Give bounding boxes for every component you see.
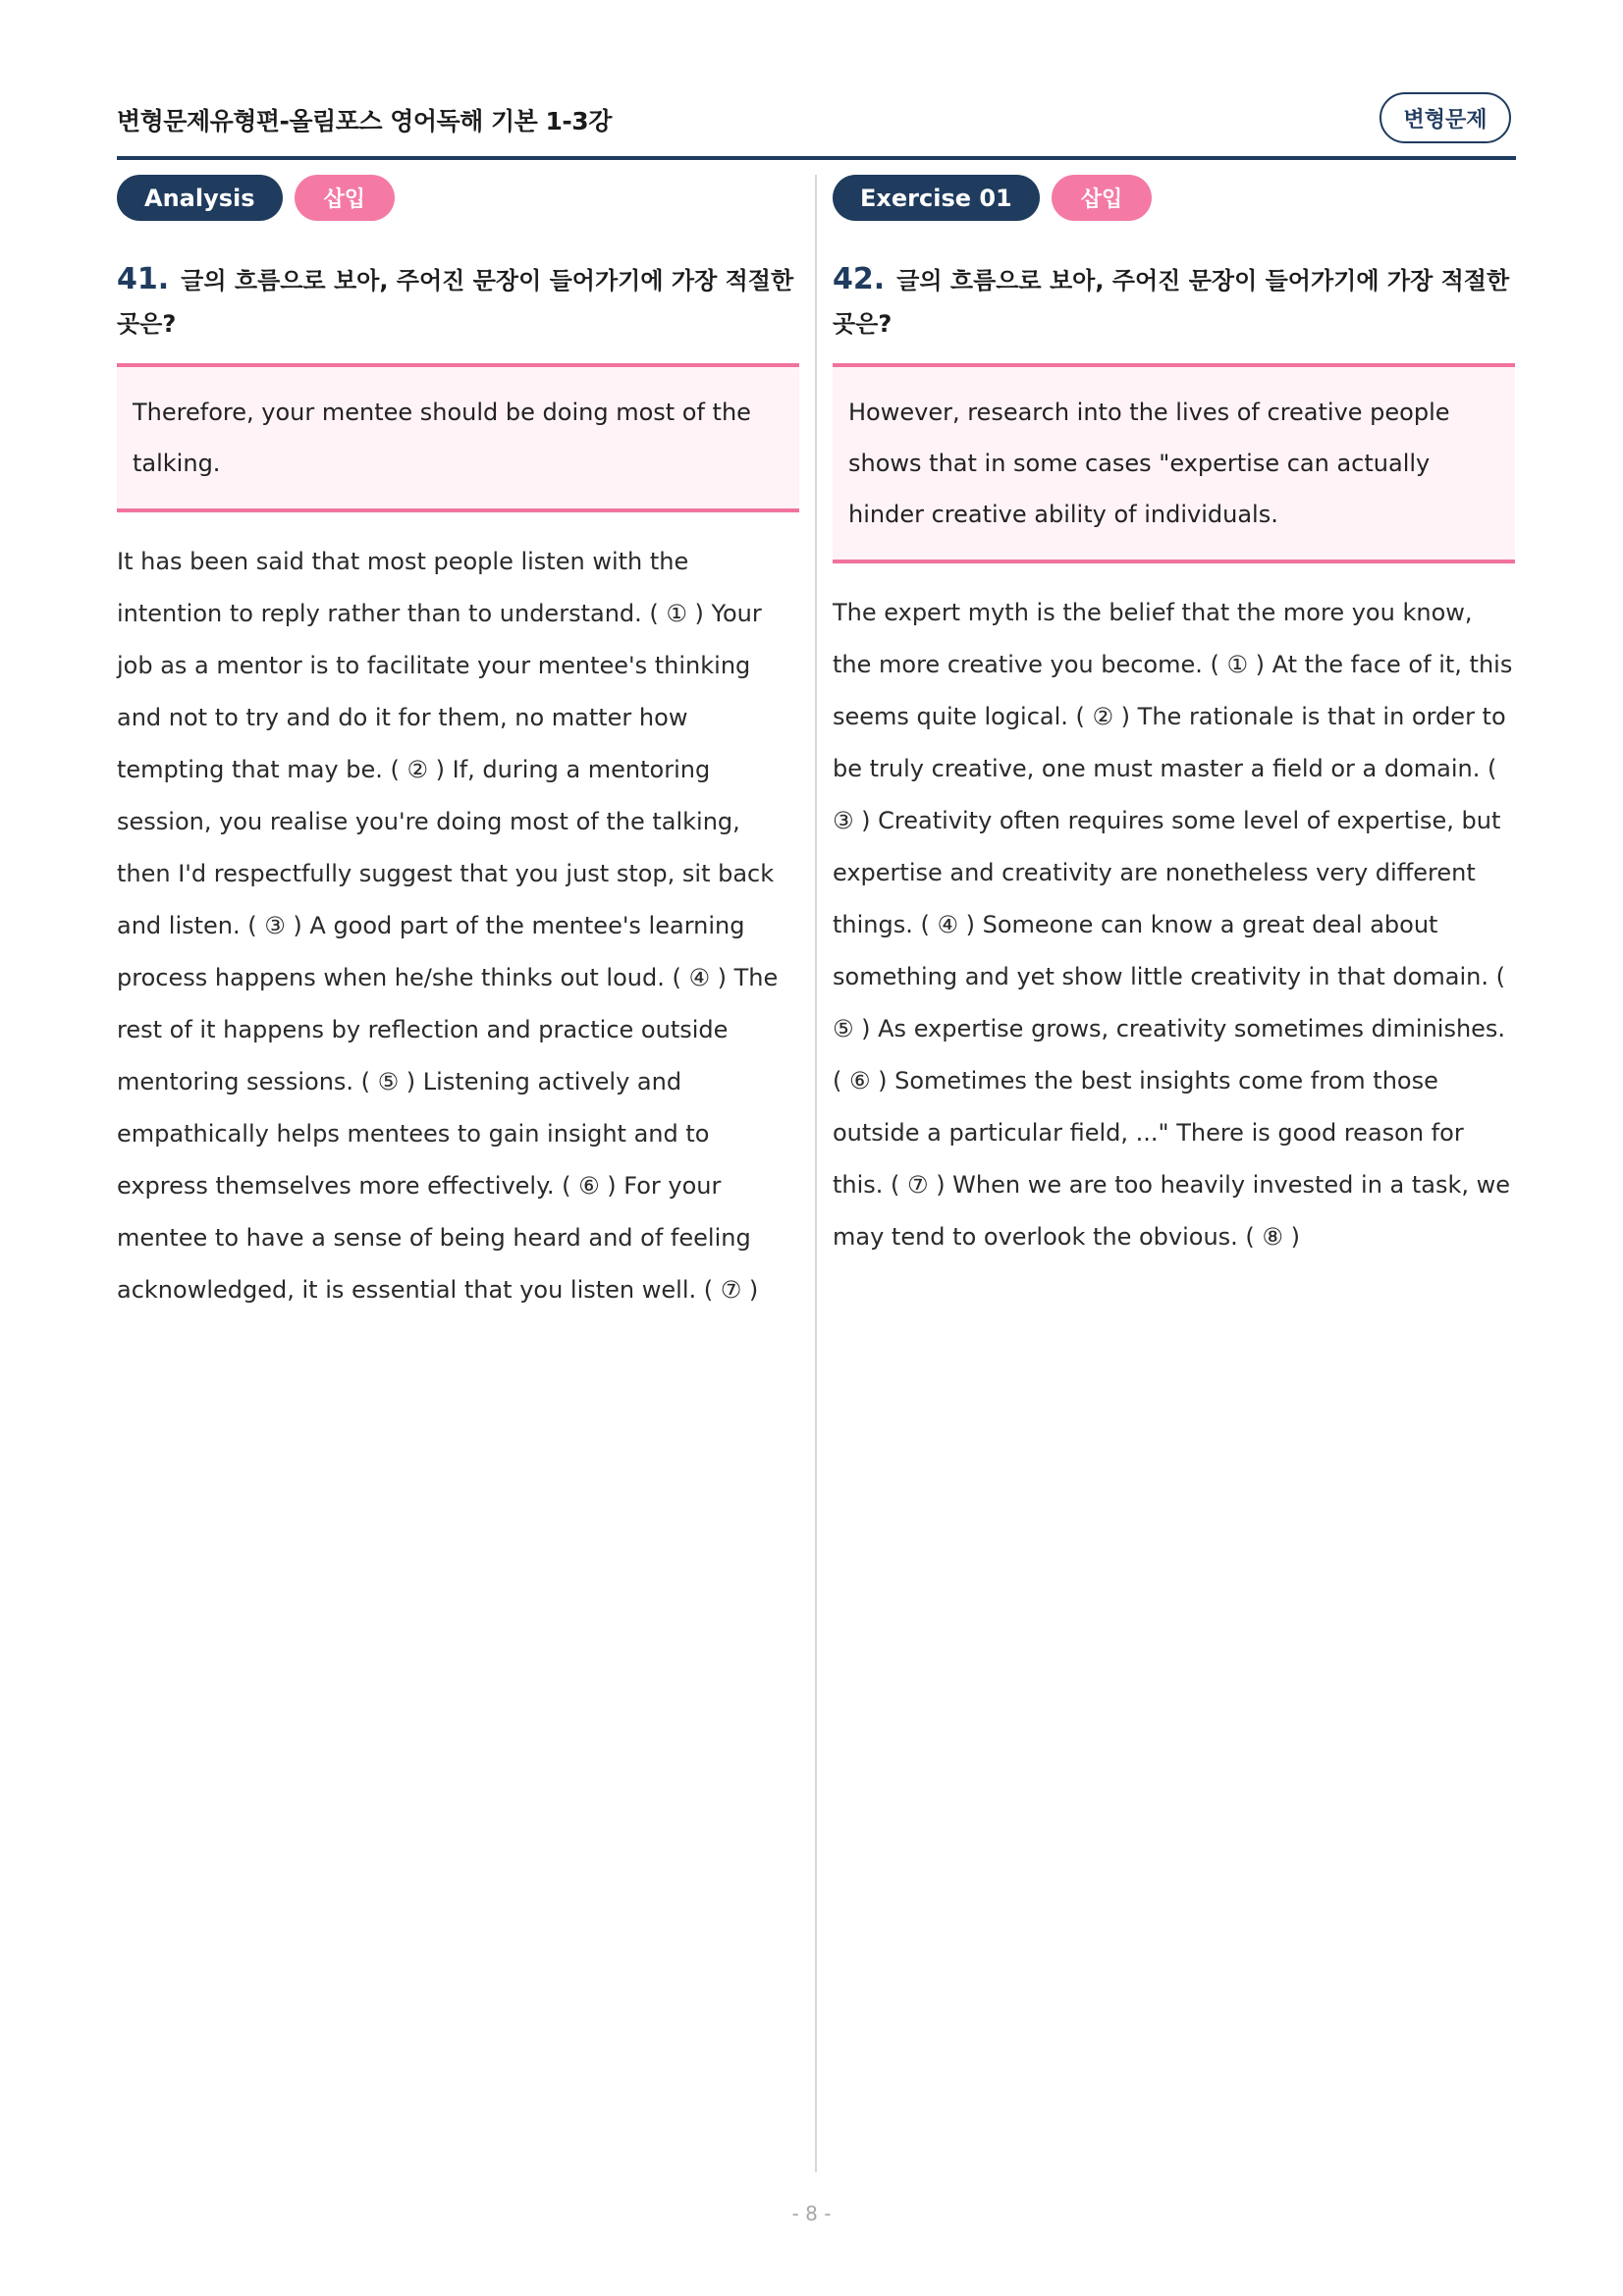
right-tag-row [833, 175, 1515, 221]
passage-text: It has been said that most people listen with the intention to reply rather than to understand. ( ① ) Your job as a mentor is to facilitate your mentee's thinking and not to try and do it for them, no matter how tempting that may be. ( ② ) If, during a mentoring session, you realise you're doing most of the talking, then I'd respectfully suggest that you just stop, sit back and listen. ( ③ ) A good part of the mentee's learning process happens when he/she thinks out loud. ( ④ ) The rest of it happens by reflection and practice outside mentoring sessions. ( ⑤ ) Listening actively and empathically helps mentees to gain insight and to express themselves more effectively. ( ⑥ ) For your mentee to have a sense of being heard and of feeling acknowledged, it is essential that you listen well. ( ⑦ ) [117, 548, 779, 1304]
exercise-tag: Exercise 01 [833, 175, 1040, 221]
left-column [117, 175, 799, 1316]
given-sentence-box [833, 363, 1515, 563]
question-41 [117, 258, 799, 346]
analysis-tag: Analysis [117, 175, 283, 221]
question-42 [833, 258, 1515, 346]
passage-text: The expert myth is the belief that the more you know, the more creative you become. ( ① ) At the face of it, this seems quite logical. ( ② ) The rationale is that in order to be truly creative, one must master a field or a domain. ( ③ ) Creativity often requires some level of expertise, but expertise and creativity are nonetheless very different things. ( ④ ) Someone can know a great deal about something and yet show little creativity in that domain. ( ⑤ ) As expertise grows, creativity sometimes diminishes. ( ⑥ ) Sometimes the best insights come from those outside a particular field, ..." There is good reason for this. ( ⑦ ) When we are too heavily invested in a task, we may tend to overlook the obvious. ( ⑧ ) [833, 599, 1513, 1251]
question-text: 글의 흐름으로 보아, 주어진 문장이 들어가기에 가장 적절한 곳은? [833, 267, 1510, 338]
given-sentence: Therefore, your mentee should be doing most of the talking. [133, 399, 751, 477]
question-number: 41. [117, 262, 170, 296]
header-divider [117, 156, 1516, 160]
page-header-title: 변형문제유형편-올림포스 영어독해 기본 1-3강 [117, 107, 612, 135]
right-column [833, 175, 1515, 1263]
given-sentence-box [117, 363, 799, 512]
insertion-tag: 삽입 [295, 175, 396, 221]
question-number: 42. [833, 262, 886, 296]
question-text: 글의 흐름으로 보아, 주어진 문장이 들어가기에 가장 적절한 곳은? [117, 267, 794, 338]
header-badge: 변형문제 [1380, 92, 1511, 143]
given-sentence: However, research into the lives of creative people shows that in some cases "expertise can actually hinder creative ability of individuals. [848, 399, 1450, 528]
insertion-tag: 삽입 [1052, 175, 1153, 221]
column-divider [815, 175, 817, 2172]
left-tag-row [117, 175, 799, 221]
page-number: - 8 - [791, 2202, 832, 2225]
